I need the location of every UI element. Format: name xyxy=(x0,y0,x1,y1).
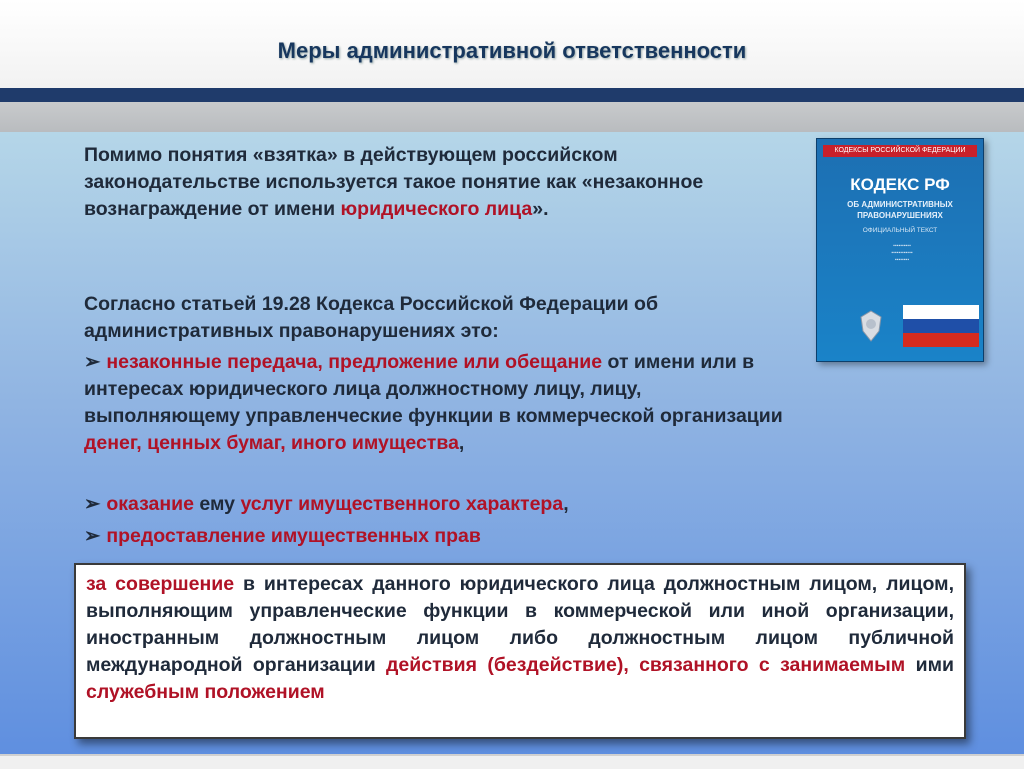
definition-highlight-2: действия (бездействие), связанного с занимаемым xyxy=(386,654,906,676)
book-official-text: ОФИЦИАЛЬНЫЙ ТЕКСТ xyxy=(862,227,938,234)
definition-text xyxy=(86,571,954,706)
paragraph-1-end: ». xyxy=(532,198,549,220)
bullet-1-text-2: , xyxy=(458,432,465,454)
paragraph-1-text: Помимо понятия «взятка» в действующем российском законодательстве используется такое понятие как «незаконное вознаграждение от имени xyxy=(84,144,704,220)
definition-highlight-1: за совершение xyxy=(86,573,235,595)
code-book-image xyxy=(816,138,984,362)
bullet-2-text-2: , xyxy=(563,493,569,515)
paragraph-2: Согласно статьей 19.28 Кодекса Российской Федерации об административных правонарушениях это: xyxy=(84,293,658,342)
bullet-2-highlight-2: услуг имущественного характера xyxy=(240,493,564,515)
definition-text-2: ими xyxy=(905,654,954,676)
bullet-3-highlight: предоставление имущественных прав xyxy=(106,525,481,547)
bullet-1-highlight-1: незаконные передача, предложение или обещание xyxy=(106,351,603,373)
paragraph-1-highlight: юридического лица xyxy=(340,198,533,220)
book-subtitle-line-2: ПРАВОНАРУШЕНИЯХ xyxy=(857,211,943,220)
book-series-label: КОДЕКСЫ РОССИЙСКОЙ ФЕДЕРАЦИИ xyxy=(823,145,977,157)
book-subtitle-line-1: ОБ АДМИНИСТРАТИВНЫХ xyxy=(847,200,953,209)
header-band-gray xyxy=(0,102,1024,132)
definition-highlight-3: служебным положением xyxy=(86,681,325,703)
book-small-print: ▪▪▪▪▪▪▪▪▪▪ ▪▪▪▪▪▪▪▪▪▪▪▪ ▪▪▪▪▪▪▪▪ xyxy=(891,243,913,263)
bullet-2-highlight-1: оказание xyxy=(106,493,194,515)
coat-of-arms-icon xyxy=(857,309,885,343)
book-title: КОДЕКС РФ xyxy=(850,175,950,194)
paragraph-1 xyxy=(84,142,784,223)
definition-box xyxy=(74,563,966,739)
arrow-bullet-icon: ➢ xyxy=(84,493,101,515)
bullet-1-highlight-2: денег, ценных бумаг, иного имущества xyxy=(84,432,459,454)
bullet-1-text-1: от имени или в интересах юридического лица должностному лицу, лицу, выполняющему управленческие функции в коммерческой организации xyxy=(84,351,783,427)
arrow-bullet-icon: ➢ xyxy=(84,351,101,373)
russian-flag-icon xyxy=(903,305,979,347)
definition-text-1: в интересах данного юридического лица должностным лицом, лицом, выполняющим управленческие функции в коммерческой или иной организации, иностранным должностным лицом либо должностным лицом публичной международной организации xyxy=(86,573,954,676)
book-subtitle xyxy=(817,199,983,221)
bullet-item-3 xyxy=(84,523,784,550)
bullet-item-2 xyxy=(84,491,784,518)
header-band-navy xyxy=(0,88,1024,102)
bullet-item-1 xyxy=(84,349,784,457)
arrow-bullet-icon: ➢ xyxy=(84,525,101,547)
page-title: Меры административной ответственности xyxy=(277,38,747,63)
bullet-2-text-1: ему xyxy=(194,493,241,515)
